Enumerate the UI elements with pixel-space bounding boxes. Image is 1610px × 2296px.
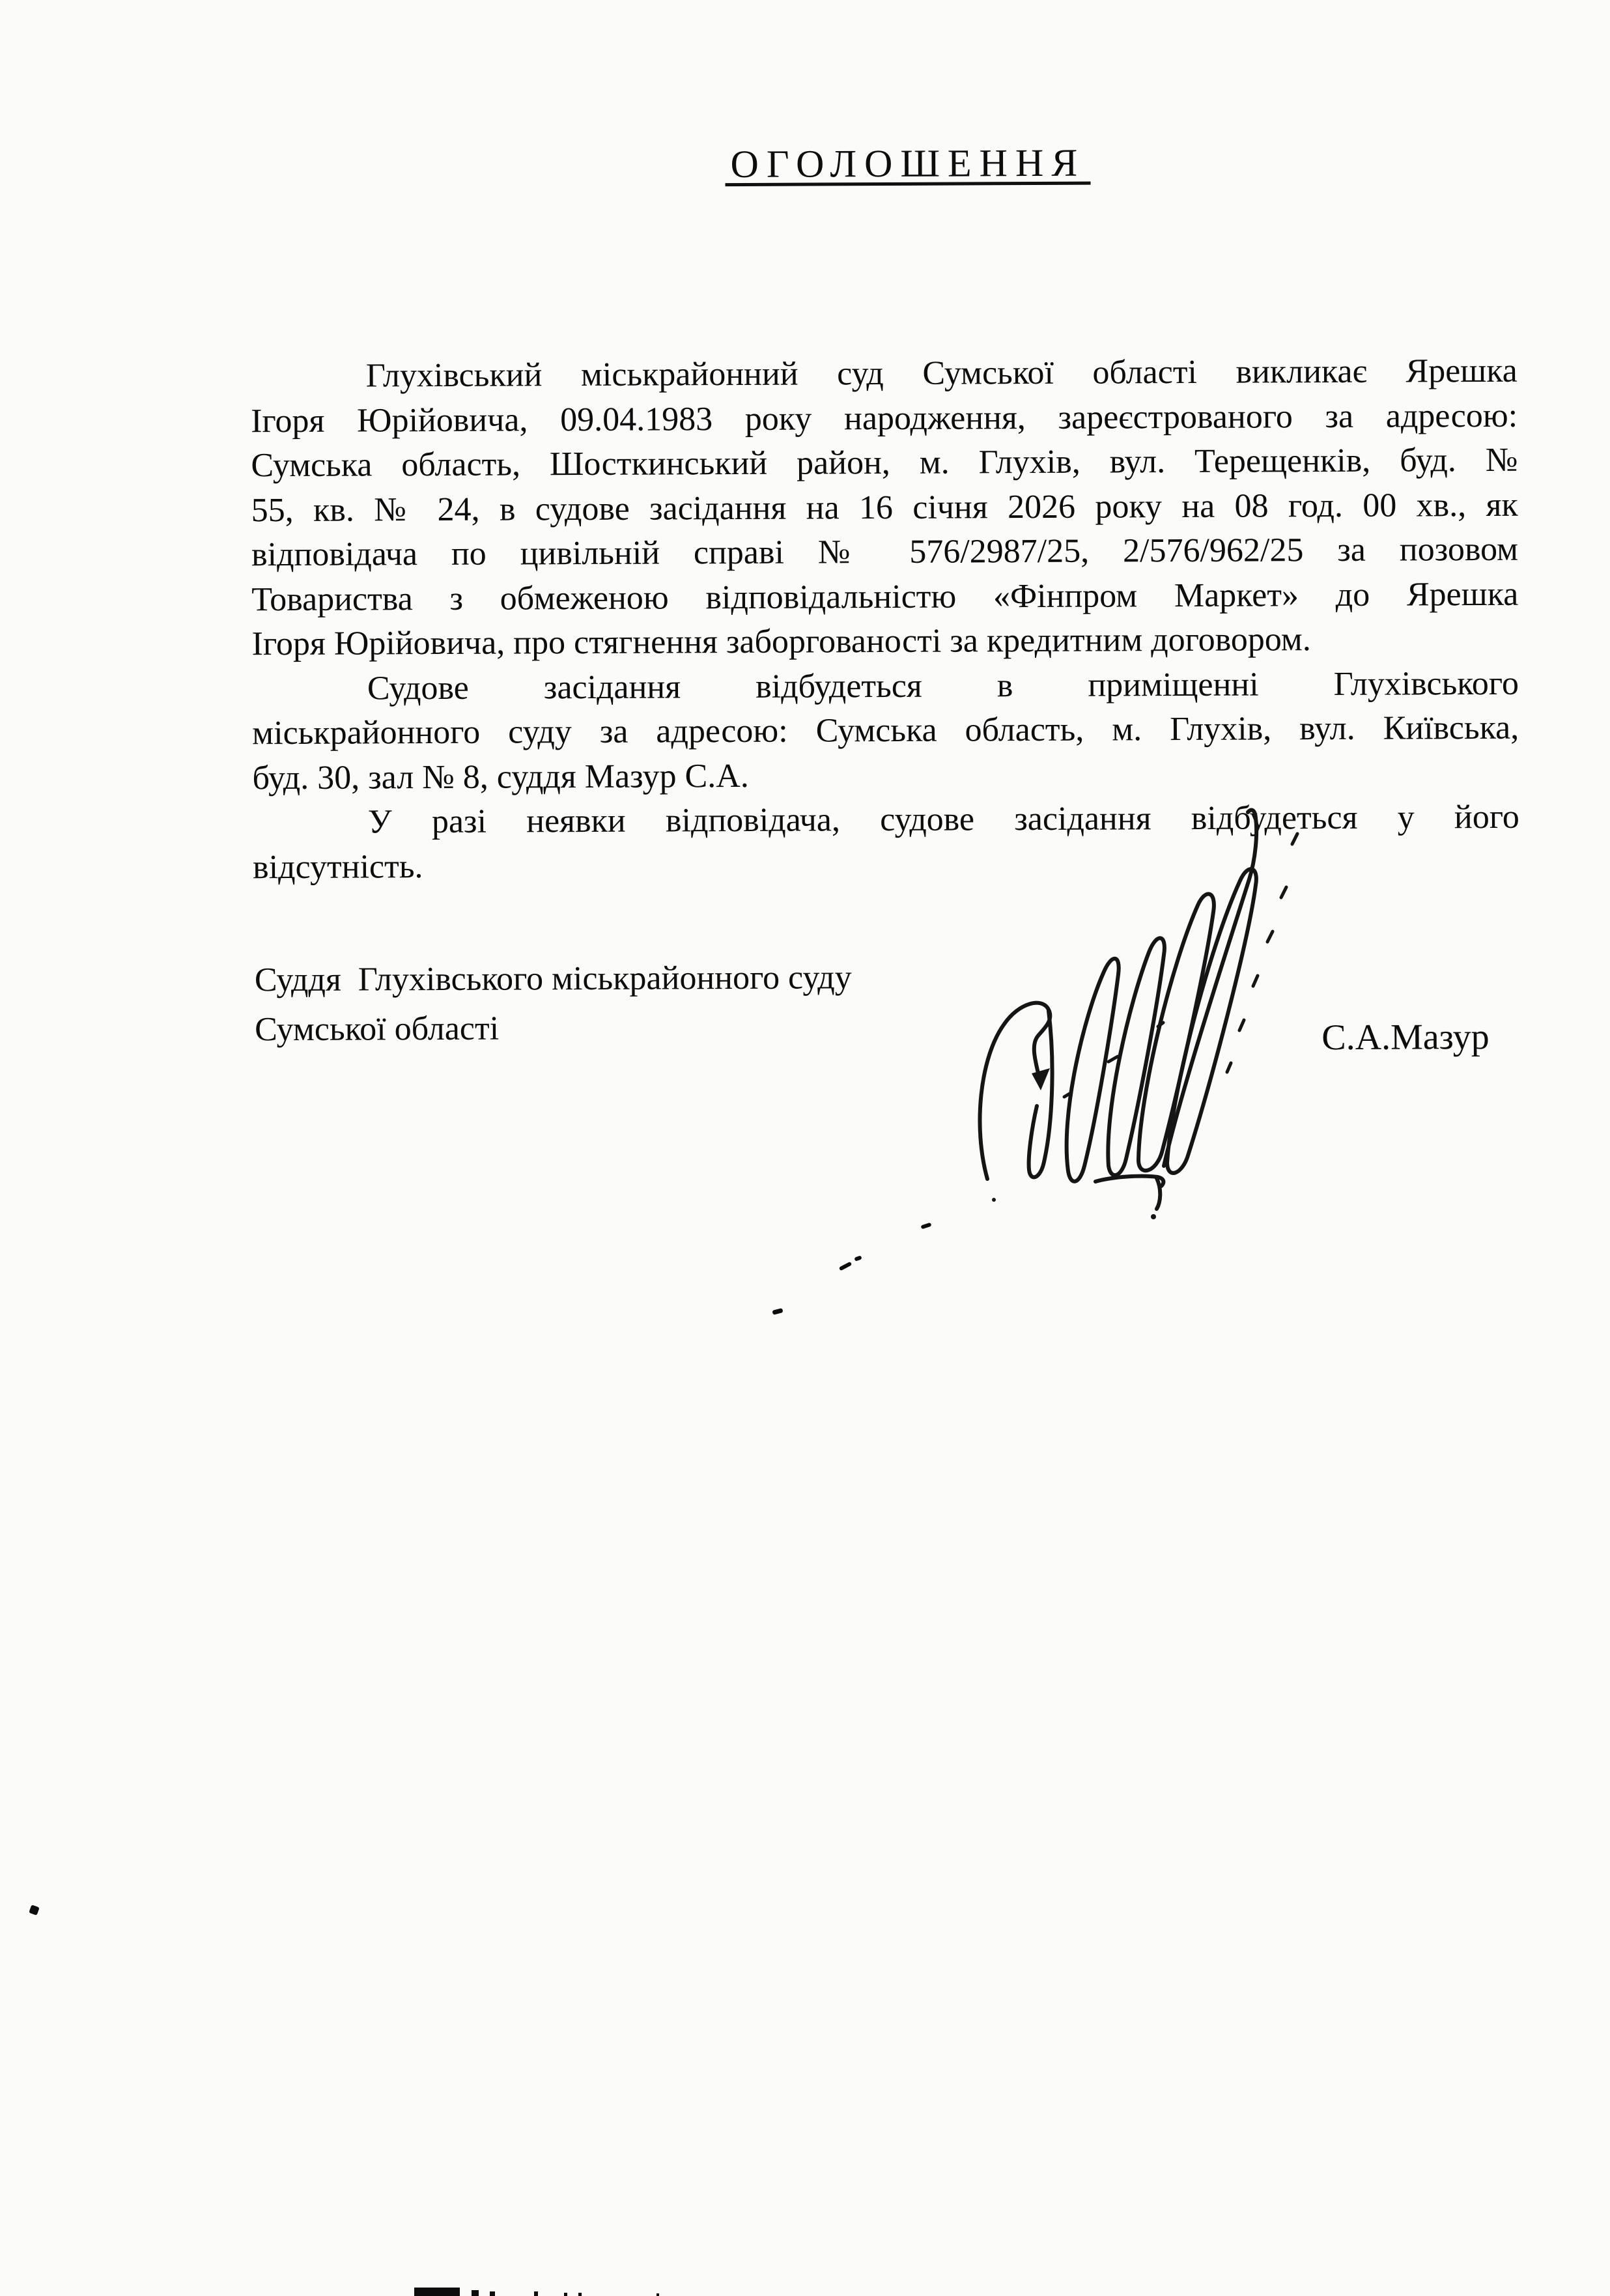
paragraph-2-line-3: буд. 30, зал № 8, суддя Мазур С.А. xyxy=(252,757,749,797)
paragraph-1-line-6: Товариства з обмеженою відповідальністю «Фінпром Маркет» до Ярешка xyxy=(251,575,1519,618)
paragraph-1-line-5: відповідача по цивільній справі № 576/2987/25, 2/576/962/25 за позовом xyxy=(251,530,1519,574)
title-row xyxy=(249,143,1516,188)
document-content xyxy=(249,0,1525,2296)
paragraph-3-line-2: відсутність. xyxy=(252,847,423,886)
scan-cutoff-fragment xyxy=(578,2293,582,2296)
paragraph-3-line-1: У разі неявки відповідача, судове засідання відбудеться у його xyxy=(367,798,1519,841)
paragraph-2-line-1: Судове засідання відбудеться в приміщенні Глухівського xyxy=(367,664,1519,707)
signer-name: С.А.Мазур xyxy=(1321,1016,1490,1058)
paragraph-1-line-3: Сумська область, Шосткинський район, м. Глухів, вул. Терещенків, буд. № xyxy=(251,441,1518,485)
scan-cutoff-fragment xyxy=(534,2291,538,2296)
scan-cutoff-fragment xyxy=(657,2293,659,2296)
paragraph-2-line-2: міськрайонного суду за адресою: Сумська область, м. Глухів, вул. Київська, xyxy=(252,709,1519,752)
handwritten-signature xyxy=(963,802,1309,1223)
paragraph-1-line-1: Глухівський міськрайонний суд Сумської області викликає Ярешка xyxy=(365,352,1518,395)
signer-role-line-1: Суддя Глухівського міськрайонного суду xyxy=(254,959,852,999)
scan-cutoff-fragment xyxy=(490,2291,495,2296)
document-title: ОГОЛОШЕННЯ xyxy=(725,145,1090,186)
scan-cutoff-fragment xyxy=(472,2290,479,2296)
paragraph-1-line-2: Ігоря Юрійовича, 09.04.1983 року народження, зареєстрованого за адресою: xyxy=(250,397,1518,440)
signer-role-line-2: Сумської області xyxy=(255,1010,500,1049)
scan-cutoff-fragment xyxy=(564,2293,567,2296)
scan-cutoff-fragment xyxy=(414,2288,460,2296)
paragraph-1-line-7: Ігоря Юрійовича, про стягнення заборгованості за кредитним договором. xyxy=(251,621,1311,663)
document-body xyxy=(251,349,1520,890)
scan-speck xyxy=(29,1905,40,1916)
paragraph-1-line-4: 55, кв. № 24, в судове засідання на 16 січня 2026 року на 08 год. 00 хв., як xyxy=(251,486,1518,529)
